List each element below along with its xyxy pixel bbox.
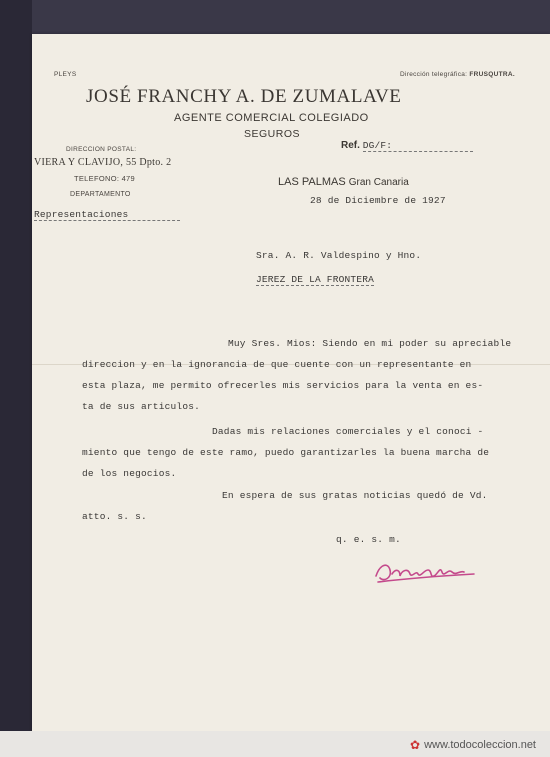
background-left	[0, 0, 32, 757]
body-line-4: ta de sus articulos.	[82, 401, 201, 412]
postal-label: DIRECCION POSTAL:	[66, 146, 137, 153]
top-left-fragment: PLEYS	[54, 71, 77, 78]
department-label: DEPARTAMENTO	[70, 191, 131, 198]
watermark: ✿ www.todocoleccion.net	[410, 738, 536, 752]
signature	[370, 556, 490, 588]
department-value: Representaciones	[34, 209, 180, 221]
watermark-logo-icon: ✿	[410, 738, 421, 752]
body-line-1: Muy Sres. Mios: Siendo en mi poder su apreciable	[228, 338, 512, 349]
body-line-6: miento que tengo de este ramo, puedo garantizarles la buena marcha de	[82, 447, 490, 458]
phone-label: TELEFONO: 479	[74, 174, 136, 183]
body-line-7: de los negocios.	[82, 468, 177, 479]
body-line-3: esta plaza, me permito ofrecerles mis servicios para la venta en es-	[82, 380, 484, 391]
business-subtitle-2: SEGUROS	[244, 128, 301, 140]
recipient-name: Sra. A. R. Valdespino y Hno.	[256, 250, 422, 261]
date: 28 de Diciembre de 1927	[310, 195, 446, 206]
body-line-8: En espera de sus gratas noticias quedó de Vd.	[222, 490, 488, 501]
background-top	[0, 0, 550, 36]
body-line-5: Dadas mis relaciones comerciales y el conoci -	[212, 426, 484, 437]
letter-page	[32, 34, 550, 732]
body-line-2: direccion y en la ignorancia de que cuente con un representante en	[82, 359, 472, 370]
place: LAS PALMAS Gran Canaria	[278, 176, 409, 188]
recipient-city: JEREZ DE LA FRONTERA	[256, 274, 375, 285]
body-line-9: atto. s. s.	[82, 511, 147, 522]
business-name: JOSÉ FRANCHY A. DE ZUMALAVE	[86, 86, 402, 107]
business-subtitle: AGENTE COMERCIAL COLEGIADO	[174, 112, 369, 124]
closing: q. e. s. m.	[336, 534, 401, 545]
postal-address: VIERA Y CLAVIJO, 55 Dpto. 2	[34, 157, 172, 168]
reference: Ref. DG/F:	[341, 140, 473, 152]
telegraph-label: Dirección telegráfica: FRUSQUTRA.	[400, 71, 516, 78]
